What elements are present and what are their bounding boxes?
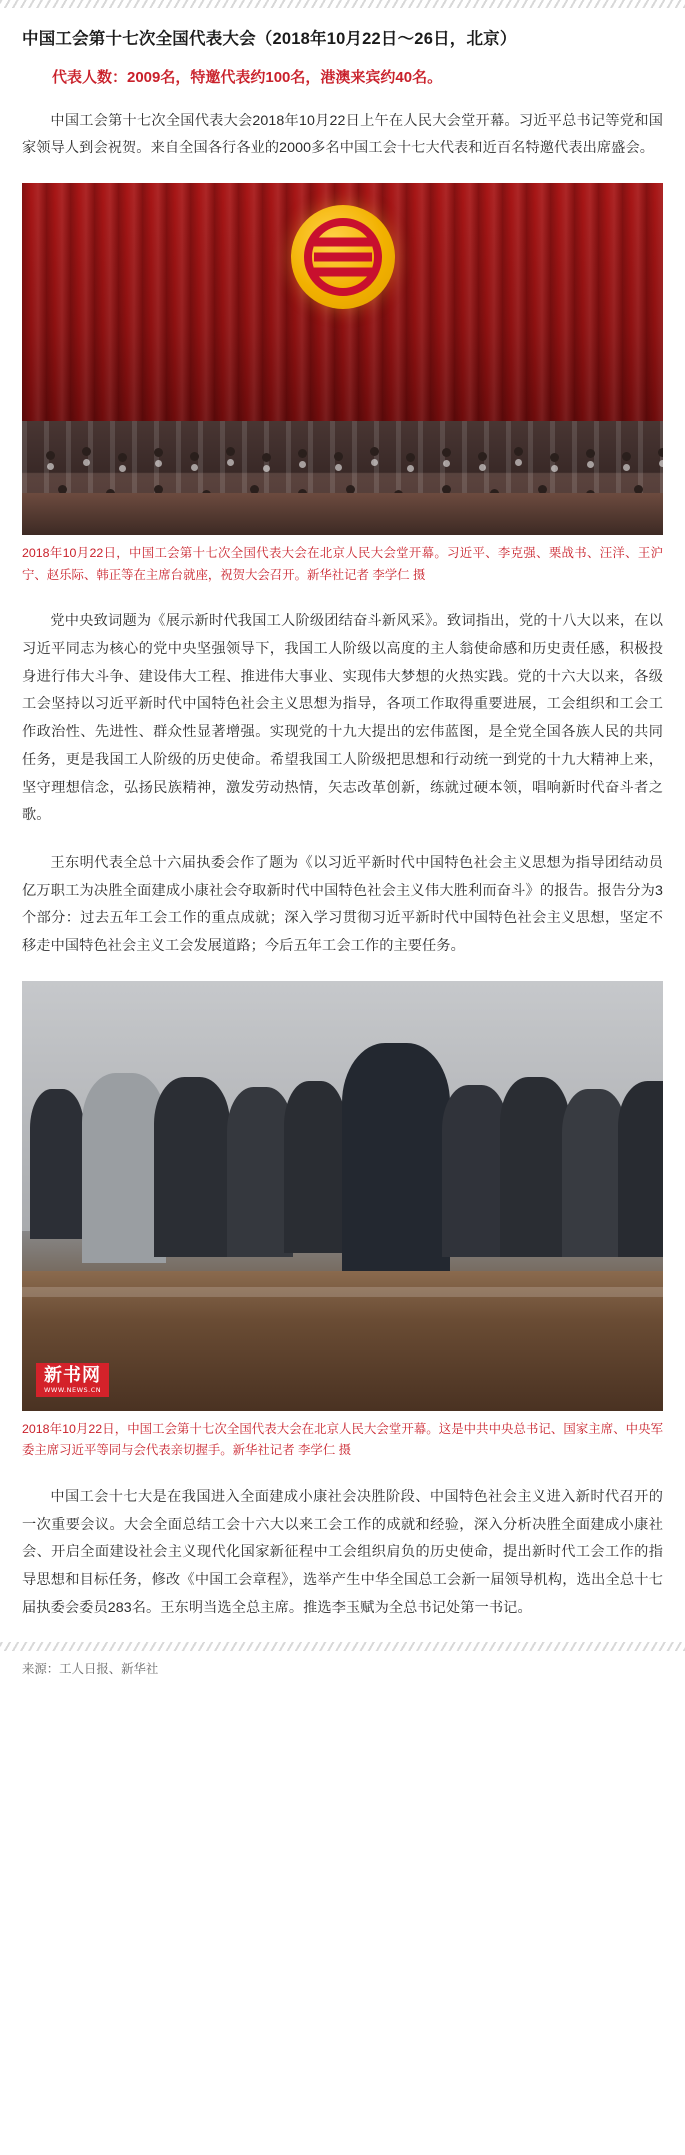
photo-handshake: [22, 981, 663, 1411]
page-title: 中国工会第十七次全国代表大会（2018年10月22日～26日，北京）: [22, 30, 517, 48]
paragraph-party-address: 党中央致词题为《展示新时代我国工人阶级团结奋斗新风采》。致词指出，党的十八大以来，在以习近平同志为核心的党中央坚强领导下，我国工人阶级以高度的主人翁使命感和历史责任感，积极投身进行伟大斗争、建设伟大工程、推进伟大事业、实现伟大梦想的火热实践。党的十六大以来，各级工会坚持以习近平新时代中国特色社会主义思想为指导，各项工作取得重要进展，工会组织和工会工作政治性、先进性、群众性显著增强。实现党的十九大提出的宏伟蓝图，是全党全国各族人民的共同任务，更是我国工人阶级的历史使命。希望我国工人阶级把思想和行动统一到党的十九大精神上来，坚守理想信念，弘扬民族精神，激发劳动热情，矢志改革创新，练就过硬本领，唱响新时代奋斗者之歌。: [22, 613, 663, 824]
figure-congress-hall: [22, 183, 663, 586]
figure-caption-congress-hall: 2018年10月22日，中国工会第十七次全国代表大会在北京人民大会堂开幕。习近平、李克强、栗战书、汪洋、王沪宁、赵乐际、韩正等在主席台就座，祝贺大会召开。新华社记者 李学仁 摄: [22, 545, 663, 582]
paragraph-conclusion: 中国工会十七大是在我国进入全面建成小康社会决胜阶段、中国特色社会主义进入新时代召开的一次重要会议。大会全面总结工会十六大以来工会工作的成就和经验，深入分析决胜全面建成小康社会、开启全面建设社会主义现代化国家新征程中工会组织肩负的历史使命，提出新时代工会工作的指导思想和目标任务，修改《中国工会章程》，选举产生中华全国总工会新一届领导机构，选出全总十七届执委会委员283名。王东明当选全总主席。推选李玉赋为全总书记处第一书记。: [22, 1489, 663, 1616]
paragraph-work-report: 王东明代表全总十六届执委会作了题为《以习近平新时代中国特色社会主义思想为指导团结动员亿万职工为决胜全面建成小康社会夺取新时代中国特色社会主义伟大胜利而奋斗》的报告。报告分为3个部分：过去五年工会工作的重点成就；深入学习贯彻习近平新时代中国特色社会主义思想，坚定不移走中国特色社会主义工会发展道路；今后五年工会工作的主要任务。: [22, 854, 663, 954]
conference-table: [22, 1271, 663, 1411]
leader-silhouette: [342, 1043, 450, 1273]
attendee-silhouette: [30, 1089, 84, 1239]
source-label: 来源：工人日报、新华社: [22, 1662, 159, 1677]
attendee-silhouette: [618, 1081, 663, 1257]
watermark-text: 新书网: [44, 1364, 101, 1386]
news-agency-watermark: [36, 1363, 109, 1397]
rostrum-desk: [22, 493, 663, 535]
paragraph-opening: 中国工会第十七次全国代表大会2018年10月22日上午在人民大会堂开幕。习近平总书记等党和国家领导人到会祝贺。来自全国各行各业的2000多名中国工会十七大代表和近百名特邀代表出席盛会。: [22, 112, 663, 157]
article-content: [0, 8, 685, 1622]
figure-handshake: [22, 981, 663, 1462]
delegate-count-highlight: 代表人数：2009名，特邀代表约100名，港澳来宾约40名。: [52, 69, 443, 87]
watermark-url: WWW.NEWS.CN: [44, 1385, 102, 1394]
attendee-silhouette: [562, 1089, 626, 1257]
attendee-silhouette: [500, 1077, 570, 1257]
bottom-divider: [0, 1642, 685, 1651]
photo-congress-hall: [22, 183, 663, 535]
attendee-silhouette: [284, 1081, 346, 1253]
figure-caption-handshake: 2018年10月22日，中国工会第十七次全国代表大会在北京人民大会堂开幕。这是中共中央总书记、国家主席、中央军委主席习近平等同与会代表亲切握手。新华社记者 李学仁 摄: [22, 1421, 663, 1458]
attendee-silhouette: [154, 1077, 230, 1257]
attendee-silhouette: [442, 1085, 508, 1257]
top-divider: [0, 0, 685, 8]
union-emblem-icon: [291, 205, 395, 309]
